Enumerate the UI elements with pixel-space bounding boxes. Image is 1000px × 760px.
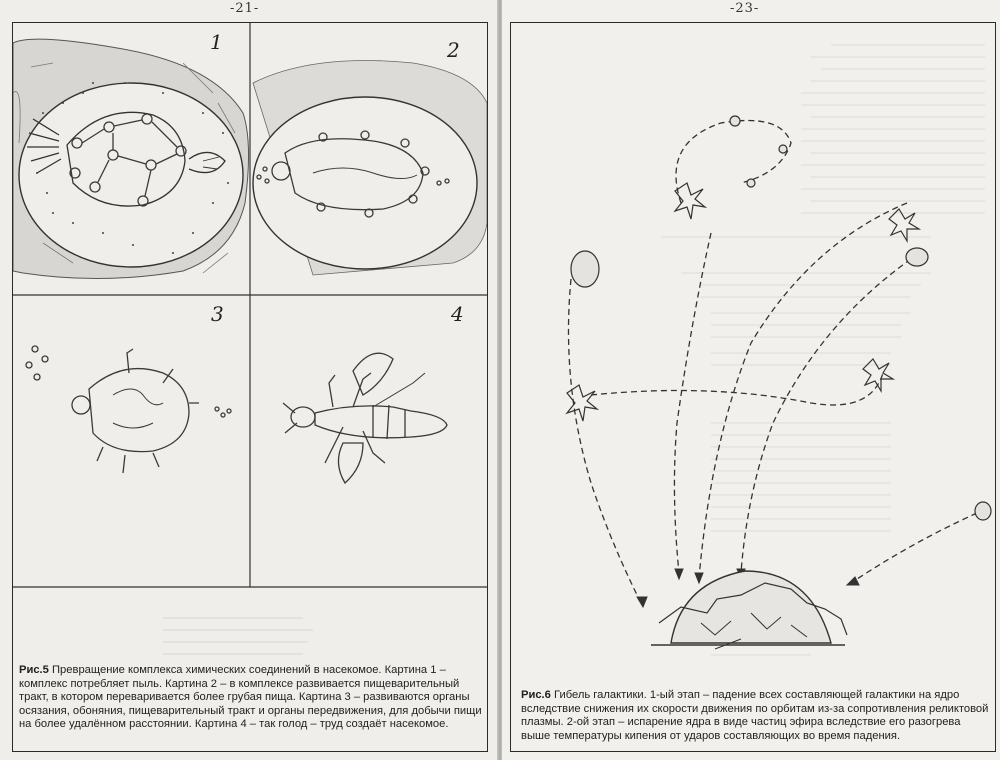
trajectory-2: [569, 279, 642, 603]
left-page: [0, 0, 498, 760]
caption-title-left: Рис.5: [19, 664, 49, 676]
body-6: [747, 179, 755, 187]
orbit-path: [676, 121, 791, 204]
panel-label-3: 3: [211, 302, 224, 326]
star-1: [675, 183, 705, 219]
trajectory-5: [591, 373, 883, 405]
star-4: [863, 359, 893, 391]
galactic-core: [651, 571, 847, 649]
body-4: [730, 116, 740, 126]
panel-label-2: 2: [447, 38, 460, 62]
figure-frame-left: [12, 22, 488, 752]
falling-stars: [567, 183, 919, 421]
panel-4-insect: [283, 353, 447, 483]
figure-caption-left: [19, 664, 487, 732]
body-2: [906, 248, 928, 266]
trajectory-3: [699, 203, 907, 578]
caption-text-left: Превращение комплекса химических соединений в насекомое. Картина 1 – комплекс потребляет пыль. Картина 2 – в комплексе развивается пищеварительный тракт, в котором переваривается более грубая пища. Картина 3 – развиваются органы осязания, обоняния, пищеварительный тракт и органы передвижения, для добычи пищи на более удалённом расстоянии. Картина 4 – так голод – труд создаёт насекомое.: [19, 664, 482, 731]
panel-3-beetle: [26, 346, 231, 473]
panel-2-larva: [253, 61, 487, 276]
page-number-right: -23-: [730, 1, 760, 16]
trajectory-1: [674, 233, 711, 573]
caption-title-right: Рис.6: [521, 689, 551, 701]
galaxy-death-drawing: [511, 23, 995, 751]
star-3: [567, 385, 597, 421]
figure-caption-right: [521, 689, 991, 743]
bleed-through-text: [661, 45, 985, 655]
star-2: [889, 209, 919, 241]
page-number-left: -21-: [230, 1, 260, 16]
body-3: [975, 502, 991, 520]
panel-label-1: 1: [210, 30, 223, 54]
insect-transformation-drawing: [13, 23, 487, 751]
body-5: [779, 145, 787, 153]
bleed-through-text: [163, 618, 313, 654]
trajectory-4: [741, 259, 911, 573]
panel-1-complex: [13, 39, 249, 278]
caption-text-right: Гибель галактики. 1-ый этап – падение всех составляющей галактики на ядро вследствие снижения их скорости движения по орбитам из-за сопротивления реликтовой плазмы. 2-ой этап – испарение ядра в виде частиц эфира вследствие его разогрева выше температуры кипения от ударов составляющих во время падения.: [521, 689, 989, 742]
trajectory-6: [851, 513, 977, 583]
panel-label-4: 4: [451, 302, 464, 326]
body-1: [571, 251, 599, 287]
right-page: [502, 0, 1000, 760]
figure-frame-right: [510, 22, 996, 752]
